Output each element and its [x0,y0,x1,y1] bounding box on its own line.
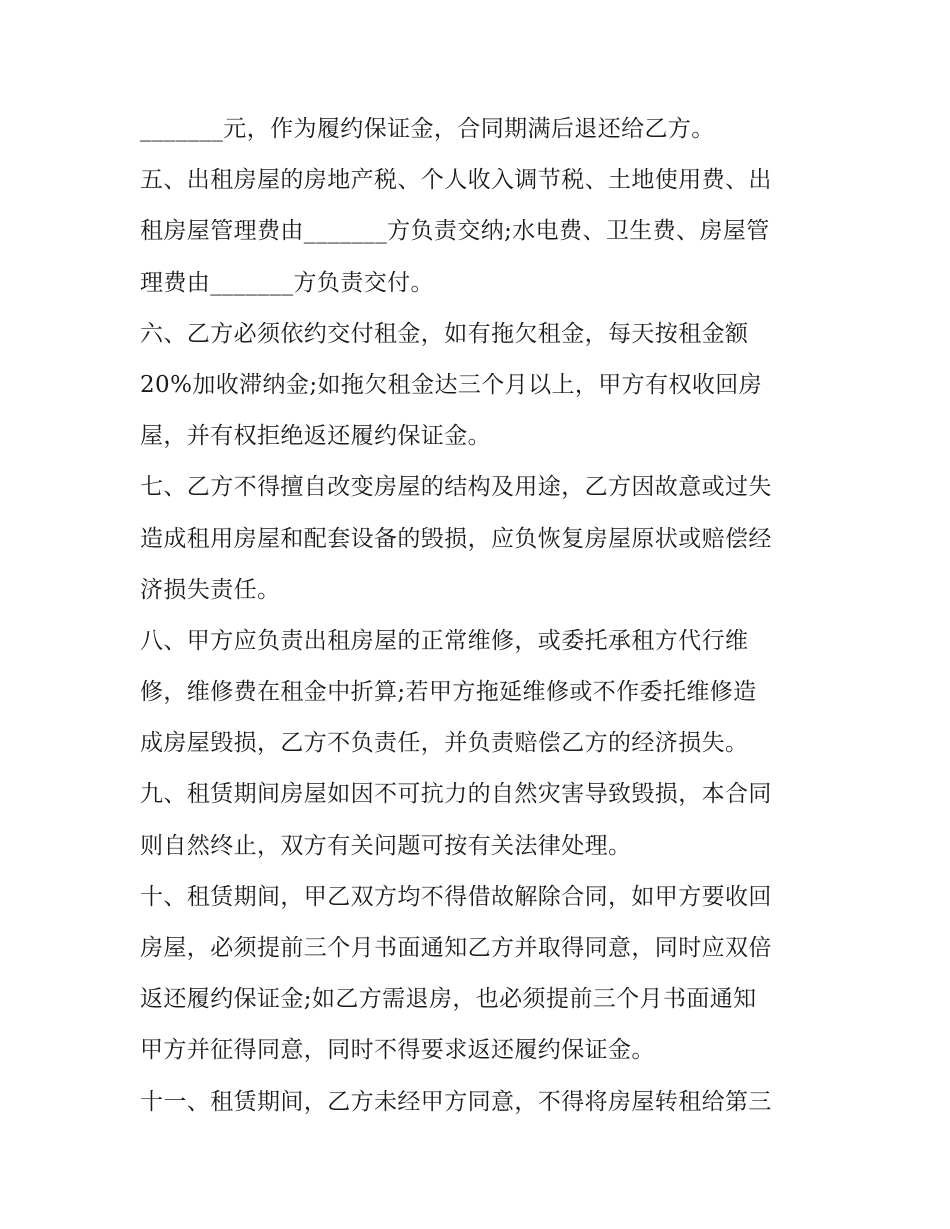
clause-7-line: 七、乙方不得擅自改变房屋的结构及用途，乙方因故意或过失 [140,474,772,501]
clause-5-line: 租房屋管理费由_______方负责交纳;水电费、卫生费、房屋管 [140,218,770,245]
clause-10-line: 返还履约保证金;如乙方需退房，也必须提前三个月书面通知 [140,986,757,1013]
clause-10-line: 甲方并征得同意，同时不得要求返还履约保证金。 [140,1037,655,1064]
clause-8-line: 八、甲方应负责出租房屋的正常维修，或委托承租方代行维 [140,627,749,654]
clause-10-line: 房屋，必须提前三个月书面通知乙方并取得同意，同时应双倍 [140,935,772,961]
clause-5-line: 理费由_______方负责交付。 [140,269,434,296]
clause-5-line: 五、出租房屋的房地产税、个人收入调节税、土地使用费、出 [140,167,772,194]
clause-6-line: 六、乙方必须依约交付租金，如有拖欠租金，每天按租金额 [140,320,749,347]
clause-7-line: 造成租用房屋和配套设备的毁损，应负恢复房屋原状或赔偿经 [140,525,772,552]
clause-11-line: 十一、租赁期间，乙方未经甲方同意，不得将房屋转租给第三 [140,1088,772,1115]
text-line: _______元，作为履约保证金，合同期满后退还给乙方。 [140,116,715,142]
contract-body [140,104,820,1128]
clause-7-line: 济损失责任。 [140,576,281,603]
clause-9-line: 则自然终止，双方有关问题可按有关法律处理。 [140,832,632,859]
clause-10-line: 十、租赁期间，甲乙双方均不得借故解除合同，如甲方要收回 [140,883,772,910]
clause-8-line: 成房屋毁损，乙方不负责任，并负责赔偿乙方的经济损失。 [140,730,749,757]
clause-6-line: 20%加收滞纳金;如拖欠租金达三个月以上，甲方有权收回房 [140,371,763,398]
clause-6-line: 屋，并有权拒绝返还履约保证金。 [140,423,491,450]
clause-9-line: 九、租赁期间房屋如因不可抗力的自然灾害导致毁损，本合同 [140,781,772,808]
clause-8-line: 修，维修费在租金中折算;若甲方拖延维修或不作委托维修造 [140,679,757,706]
